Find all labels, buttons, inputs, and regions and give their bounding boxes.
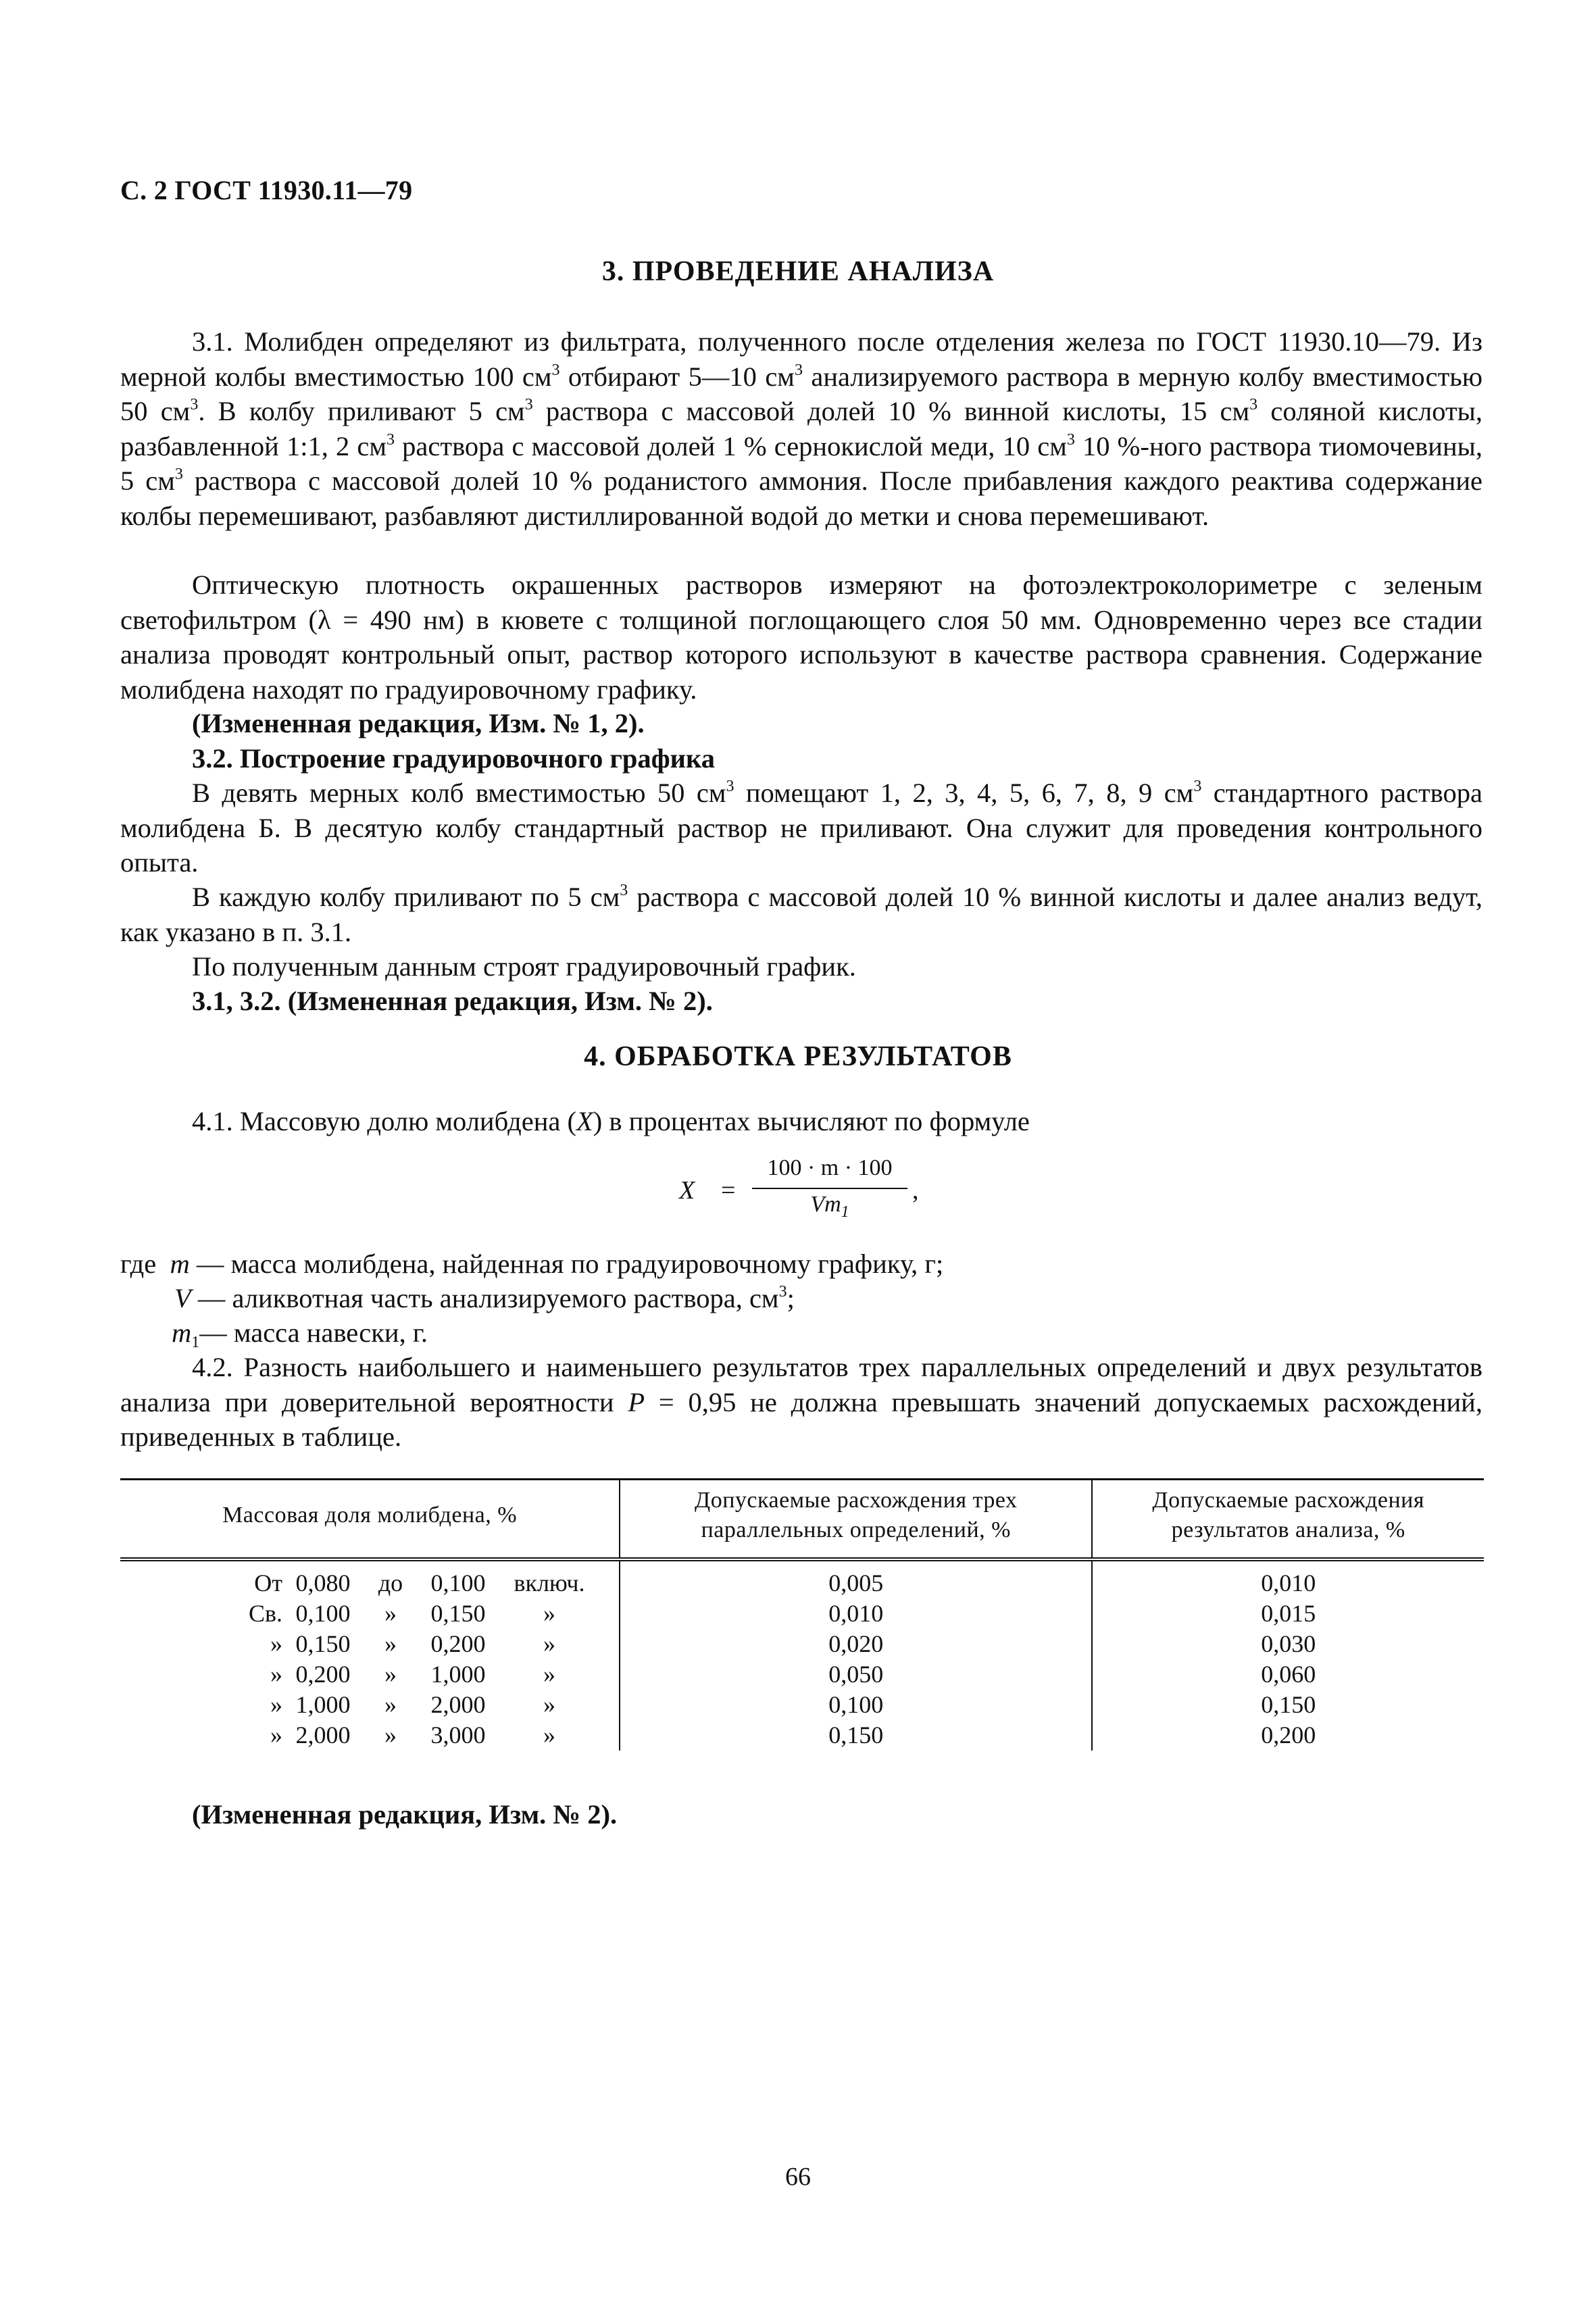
paragraph-4-2: 4.2. Разность наибольшего и наименьшего результатов трех параллельных определений и двух результатов анализа при доверительной вероятности P = 0,95 не должна превышать значений допускаемых расхождений, приведенных в таблице. xyxy=(120,1352,1482,1452)
analysis-tolerance-cell: 0,015 xyxy=(1261,1600,1316,1627)
parallel-tolerance-cell: 0,020 xyxy=(620,1629,1092,1659)
range-cell: » 1,000 » 2,000 » xyxy=(120,1690,620,1720)
table-header-row xyxy=(120,1480,1484,1560)
definition-m: где m — масса молибдена, найденная по градуировочному графику, г; xyxy=(120,1249,944,1279)
formula-mass-fraction xyxy=(679,1155,963,1230)
formula-denominator: $Vm_1$ xyxy=(810,1192,849,1221)
parallel-tolerance-cell: 0,150 xyxy=(620,1720,1092,1751)
table-row xyxy=(120,1599,1484,1629)
range-cell: » 0,150 » 0,200 » xyxy=(120,1629,620,1659)
parallel-tolerance-cell: 0,005 xyxy=(620,1559,1092,1599)
page-number: 66 xyxy=(785,2163,811,2191)
subsection-3-2-title: 3.2. Построение градуировочного графика xyxy=(192,743,715,774)
paragraph-3-2-graph: По полученным данным строят градуировочный график. xyxy=(192,951,856,982)
section-4-title: 4. ОБРАБОТКА РЕЗУЛЬТАТОВ xyxy=(584,1041,1012,1072)
analysis-tolerance-cell: 0,030 xyxy=(1261,1630,1316,1657)
parallel-tolerance-cell: 0,100 xyxy=(620,1690,1092,1720)
amendment-note-2: 3.1, 3.2. (Измененная редакция, Изм. № 2). xyxy=(192,986,713,1016)
paragraph-3-2-tartaric: В каждую колбу приливают по 5 $см^3$ раствора с массовой долей 10 % винной кислоты и далее анализ ведут, как указано в п. 3.1. xyxy=(120,882,1482,947)
table-row xyxy=(120,1559,1484,1599)
paragraph-3-1: 3.1. Молибден определяют из фильтрата, полученного после отделения железа по ГОСТ 11930.10—79. Из мерной колбы вместимостью 100 $см^3$ отбирают 5—10 $см^3$ анализируемого раствора в мерную колбу вместимостью 50 $см^3$. В колбу приливают 5 $см^3$ раствора с массовой долей 10 % винной кислоты, 15 $см^3$ соляной кислоты, разбавленной 1:1, 2 $см^3$ раствора с массовой долей 1 % сернокислой меди, 10 $см^3$ 10 %-ного раствора тиомочевины, 5 $см^3$ раствора с массовой долей 10 % роданистого аммония. После прибавления каждого реактива содержание колбы перемешивают, разбавляют дистиллированной водой до метки и снова перемешивают. xyxy=(120,326,1483,531)
analysis-tolerance-cell: 0,060 xyxy=(1261,1661,1316,1688)
range-cell: Св. 0,100 » 0,150 » xyxy=(120,1599,620,1629)
table-row xyxy=(120,1659,1484,1690)
paragraph-3-2-flasks: В девять мерных колб вместимостью 50 $см^3$ помещают 1, 2, 3, 4, 5, 6, 7, 8, 9 $см^3$ стандартного раствора молибдена Б. В десятую колбу стандартный раствор не приливают. Она служит для проведения контрольного опыта. xyxy=(120,778,1482,878)
range-cell: » 0,200 » 1,000 » xyxy=(120,1659,620,1690)
definition-m1: $m_1—$ масса навески, г. xyxy=(172,1317,428,1351)
range-cell: От 0,080 до 0,100 включ. xyxy=(120,1559,620,1599)
page-header: С. 2 ГОСТ 11930.11—79 xyxy=(120,175,413,205)
formula-comma: , xyxy=(912,1176,919,1205)
range-cell: » 2,000 » 3,000 » xyxy=(120,1720,620,1751)
analysis-tolerance-cell: 0,200 xyxy=(1261,1721,1316,1749)
formula-numerator: 100 · m · 100 xyxy=(767,1155,893,1180)
paragraph-4-1: 4.1. Массовую долю молибдена (X) в процентах вычисляют по формуле xyxy=(192,1106,1030,1136)
paragraph-optical-density: Оптическую плотность окрашенных растворов измеряют на фотоэлектроколориметре с зеленым светофильтром (λ = 490 нм) в кювете с толщиной поглощающего слоя 50 мм. Одновременно через все стадии анализа проводят контрольный опыт, раствор которого используют в качестве раствора сравнения. Содержание молибдена находят по градуировочному графику. xyxy=(120,570,1482,705)
table-row xyxy=(120,1629,1484,1659)
table-row xyxy=(120,1720,1484,1751)
formula-equals: = xyxy=(721,1176,736,1205)
parallel-tolerance-cell: 0,050 xyxy=(620,1659,1092,1690)
section-3-title: 3. ПРОВЕДЕНИЕ АНАЛИЗА xyxy=(601,256,995,287)
tolerance-table xyxy=(120,1478,1484,1751)
formula-lhs: X xyxy=(679,1176,695,1205)
parallel-tolerance-cell: 0,010 xyxy=(620,1599,1092,1629)
analysis-tolerance-cell: 0,010 xyxy=(1261,1569,1316,1596)
amendment-note-1: (Измененная редакция, Изм. № 1, 2). xyxy=(192,708,645,738)
header-mass-fraction: Массовая доля молибдена, % xyxy=(120,1480,620,1560)
amendment-note-3: (Измененная редакция, Изм. № 2). xyxy=(192,1799,618,1830)
analysis-tolerance-cell: 0,150 xyxy=(1261,1691,1316,1718)
header-parallel-tolerance: Допускаемые расхождения трех параллельных определений, % xyxy=(620,1480,1092,1560)
definition-v: V — аликвотная часть анализируемого раствора, $см^3$; xyxy=(174,1283,795,1313)
table-row xyxy=(120,1690,1484,1720)
formula-fraction-bar xyxy=(752,1188,907,1189)
header-analysis-tolerance: Допускаемые расхождения результатов анализа, % xyxy=(1092,1480,1484,1560)
